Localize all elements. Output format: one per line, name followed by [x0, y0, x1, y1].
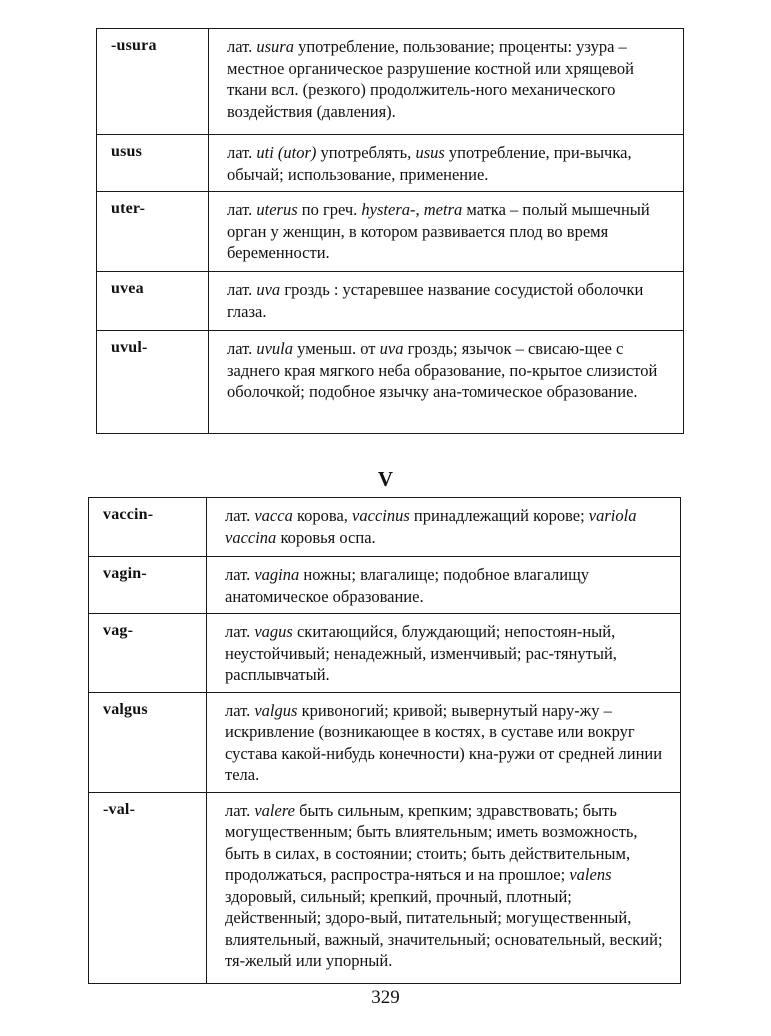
dictionary-entry-row — [89, 557, 681, 614]
definition-italic-term: vaccinus — [352, 506, 410, 525]
entry-term: usus — [97, 135, 209, 192]
dictionary-entry-row — [97, 331, 684, 434]
definition-italic-term: uterus — [256, 200, 298, 219]
definition-italic-term: vagina — [254, 565, 300, 584]
dictionary-entry-row — [89, 692, 681, 792]
dictionary-entry-row — [97, 29, 684, 135]
page-number: 329 — [371, 987, 400, 1008]
entry-term: vaccin- — [89, 498, 207, 557]
section-letter-heading: V — [377, 467, 394, 491]
definition-text: быть сильным, крепким; здравствовать; быть могущественным; быть влиятельным; иметь возможность, быть в силах, в состоянии; стоить; быть действительным, продолжаться, распростра-няться и на прошлое; — [225, 800, 638, 884]
definition-text: лат. — [227, 37, 257, 56]
entry-definition — [209, 192, 684, 272]
dictionary-entry-row — [97, 135, 684, 192]
definition-text: кривоногий; кривой; вывернутый нару-жу – искривление (возникающее в костях, в суставе или вокруг сустава какой-нибудь конечности) кна-ружи от средней линии тела. — [225, 700, 663, 784]
entry-definition — [209, 135, 684, 192]
definition-text: коровья оспа. — [276, 527, 376, 547]
entry-definition — [209, 272, 684, 331]
definition-italic-term: uva — [379, 339, 404, 358]
dictionary-entry-row — [97, 192, 684, 272]
definition-text: гроздь : устаревшее название сосудистой оболочки глаза. — [227, 280, 644, 321]
definition-text: матка – полый мышечный орган у женщин, в котором развивается плод во время беременности. — [227, 200, 650, 262]
definition-text: лат. — [225, 565, 255, 584]
definition-text: уменьш. от — [293, 339, 380, 358]
entry-definition — [207, 614, 681, 693]
definition-text: употреблять, — [316, 143, 416, 162]
definition-text: корова, — [292, 506, 353, 525]
entry-definition — [209, 29, 684, 135]
definition-text: лат. — [227, 200, 257, 219]
definition-italic-term: vacca — [254, 506, 293, 525]
dictionary-table-u — [96, 28, 684, 434]
definition-italic-term: uva — [256, 280, 281, 299]
entry-term: vagin- — [89, 557, 207, 614]
definition-text: употребление, при-вычка, обычай; использование, применение. — [227, 143, 632, 184]
definition-text: лат. — [225, 800, 255, 820]
entry-term: valgus — [89, 692, 207, 792]
entry-term: -val- — [89, 792, 207, 983]
definition-text: лат. — [227, 280, 257, 299]
definition-text: , — [415, 200, 424, 219]
entry-definition — [207, 692, 681, 792]
definition-text: лат. — [227, 143, 257, 162]
definition-italic-term: valere — [254, 800, 295, 820]
definition-text: лат. — [227, 339, 257, 358]
definition-text: употребление, пользование; проценты: узура – местное органическое разрушение костной или хрящевой ткани всл. (резкого) продолжитель-ного механического воздействия (давления). — [227, 37, 634, 121]
definition-italic-term: valens — [569, 865, 612, 884]
definition-italic-term: valgus — [254, 700, 298, 720]
definition-text: лат. — [225, 622, 255, 641]
entry-definition — [207, 557, 681, 614]
definition-text: ножны; влагалище; подобное влагалищу анатомическое образование. — [225, 565, 590, 606]
definition-text: по греч. — [297, 200, 362, 219]
dictionary-entry-row — [89, 498, 681, 557]
definition-text: принадлежащий корове; — [409, 506, 589, 525]
entry-term: uvul- — [97, 331, 209, 434]
dictionary-entry-row — [89, 614, 681, 693]
entry-term: -usura — [97, 29, 209, 135]
definition-italic-term: uvula — [256, 339, 294, 358]
dictionary-table-v — [88, 497, 681, 984]
definition-text: здоровый, сильный; крепкий, прочный, плотный; действенный; здоро-вый, питательный; могущественный, влиятельный, важный, значительный; основательный, веский; тя-желый или упорный. — [225, 886, 663, 970]
definition-text: скитающийся, блуждающий; непостоян-ный, неустойчивый; ненадежный, изменчивый; рас-тянутый, расплывчатый. — [225, 622, 617, 684]
entry-term: vag- — [89, 614, 207, 693]
entry-term: uvea — [97, 272, 209, 331]
dictionary-entry-row — [97, 272, 684, 331]
definition-italic-term: hystera- — [361, 200, 416, 219]
definition-italic-term: variola vaccina — [225, 506, 637, 547]
definition-italic-term: uti (utor) — [256, 143, 317, 162]
definition-text: гроздь; язычок – свисаю-щее с заднего края мягкого неба образование, по-крытое слизистой оболочкой; подобное язычку ана-томическое образование. — [227, 339, 658, 401]
dictionary-entry-row — [89, 792, 681, 983]
definition-text: лат. — [225, 506, 255, 525]
entry-definition — [207, 498, 681, 557]
definition-italic-term: usura — [256, 37, 294, 56]
definition-italic-term: usus — [415, 143, 445, 162]
definition-italic-term: metra — [423, 200, 463, 219]
entry-definition — [209, 331, 684, 434]
definition-italic-term: vagus — [254, 622, 293, 641]
entry-term: uter- — [97, 192, 209, 272]
definition-text: лат. — [225, 700, 255, 720]
entry-definition — [207, 792, 681, 983]
